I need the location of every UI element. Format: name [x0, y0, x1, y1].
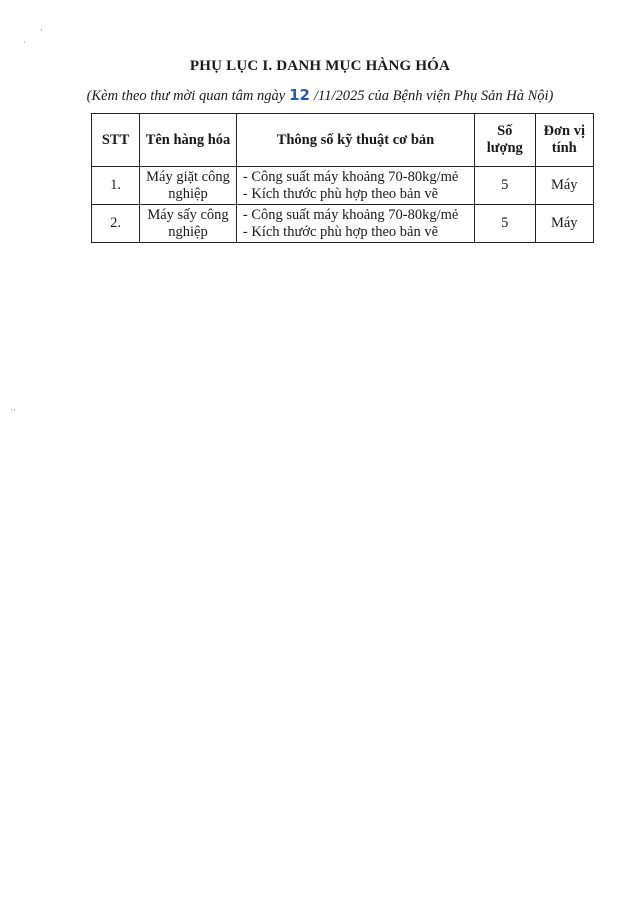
- table-row: [92, 167, 594, 205]
- cell-spec: [236, 167, 474, 205]
- header-unit: Đơn vị tính: [535, 114, 593, 167]
- cell-unit: Máy: [535, 167, 593, 205]
- document-title: PHỤ LỤC I. DANH MỤC HÀNG HÓA: [189, 58, 451, 74]
- subtitle-prefix: (Kèm theo thư mời quan tâm ngày: [86, 88, 286, 104]
- spec-line: - Công suất máy khoảng 70-80kg/mẻ: [243, 207, 470, 224]
- header-qty: Số lượng: [475, 114, 536, 167]
- subtitle-suffix: /11/2025 của Bệnh viện Phụ Sản Hà Nội): [314, 88, 554, 104]
- cell-spec: [236, 205, 474, 243]
- cell-stt: 1.: [92, 167, 140, 205]
- cell-qty: 5: [475, 167, 536, 205]
- header-name: Tên hàng hóa: [140, 114, 237, 167]
- cell-unit: Máy: [535, 205, 593, 243]
- cell-stt: 2.: [92, 205, 140, 243]
- document-subtitle: [0, 86, 640, 105]
- spec-line: - Kích thước phù hợp theo bản vẽ: [243, 186, 470, 203]
- handwritten-day: 12: [289, 86, 310, 104]
- cell-name: Máy sấy công nghiệp: [140, 205, 237, 243]
- scan-speck: ·: [40, 26, 43, 36]
- scan-speck: ··: [10, 406, 16, 416]
- table-row: [92, 205, 594, 243]
- header-spec: Thông số kỹ thuật cơ bản: [236, 114, 474, 167]
- goods-table: [91, 113, 594, 243]
- cell-qty: 5: [475, 205, 536, 243]
- cell-name: Máy giặt công nghiệp: [140, 167, 237, 205]
- spec-line: - Công suất máy khoảng 70-80kg/mẻ: [243, 169, 470, 186]
- spec-line: - Kích thước phù hợp theo bản vẽ: [243, 224, 470, 241]
- header-stt: STT: [92, 114, 140, 167]
- table-header-row: [92, 114, 594, 167]
- scan-speck: ·: [23, 38, 26, 48]
